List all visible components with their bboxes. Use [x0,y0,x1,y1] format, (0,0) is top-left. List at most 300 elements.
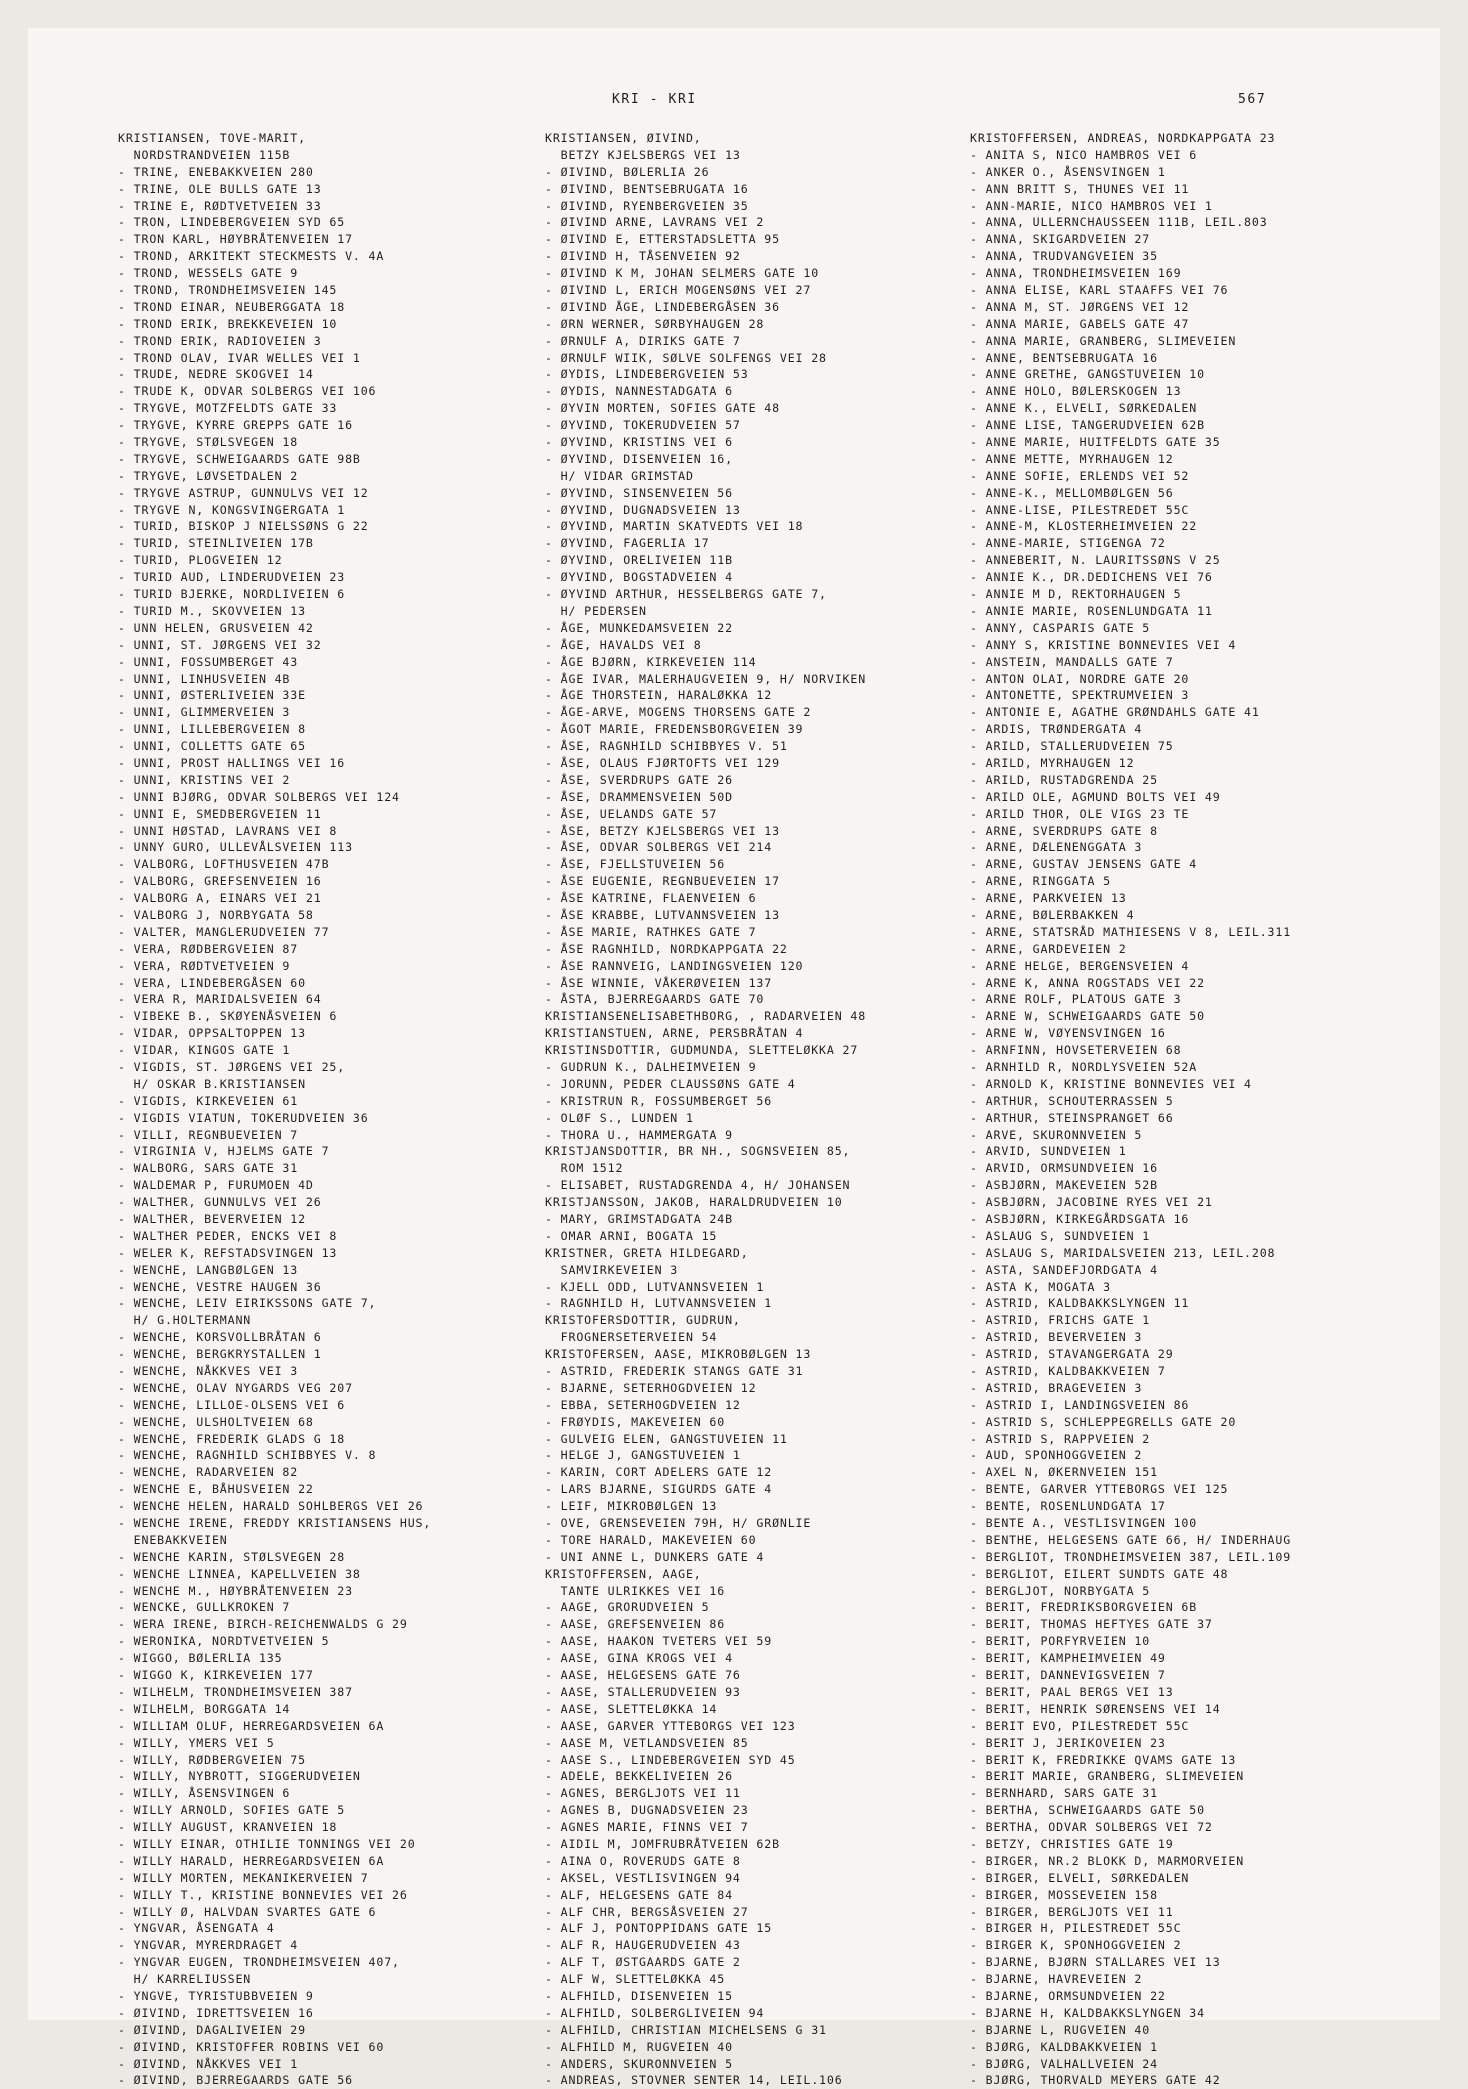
directory-entry: - AGNES, BERGLJOTS VEI 11 [545,1786,741,1801]
directory-entry: - ØRN WERNER, SØRBYHAUGEN 28 [545,316,765,331]
directory-entry: - AASE, GREFSENVEIEN 86 [545,1617,726,1632]
directory-entry: - UNNI, ØSTERLIVEIEN 33E [118,688,306,703]
directory-entry: - TRYGVE N, KONGSVINGERGATA 1 [118,502,346,517]
directory-entry: - GULVEIG ELEN, GANGSTUVEIEN 11 [545,1431,788,1446]
directory-entry: - WENCHE, KORSVOLLBRÅTAN 6 [118,1330,322,1345]
directory-entry: - ARILD, STALLERUDVEIEN 75 [970,739,1174,754]
directory-entry: - VIGDIS, ST. JØRGENS VEI 25, [118,1059,346,1074]
directory-entry: - ANNA, TRONDHEIMSVEIEN 169 [970,266,1182,281]
directory-entry: - AASE, HELGESENS GATE 76 [545,1668,741,1683]
directory-entry: - ÅSE, ODVAR SOLBERGS VEI 214 [545,840,773,855]
directory-entry: - ØRNULF WIIK, SØLVE SOLFENGS VEI 28 [545,350,827,365]
directory-entry: - ARILD THOR, OLE VIGS 23 TE [970,806,1190,821]
directory-entry: - ANNIE K., DR.DEDICHENS VEI 76 [970,570,1213,585]
directory-entry: - ARNE, GARDEVEIEN 2 [970,941,1127,956]
directory-entry: - TRINE, ENEBAKKVEIEN 280 [118,164,314,179]
directory-entry: - TRINE, OLE BULLS GATE 13 [118,181,322,196]
directory-entry: - ANN BRITT S, THUNES VEI 11 [970,181,1190,196]
directory-entry: KRISTNER, GRETA HILDEGARD, [545,1245,749,1260]
directory-entry: - ALF, HELGESENS GATE 84 [545,1887,733,1902]
directory-entry: ENEBAKKVEIEN [118,1532,228,1547]
directory-entry: - ØYVIND, SINSENVEIEN 56 [545,485,733,500]
directory-entry: - ØIVIND, DAGALIVEIEN 29 [118,2022,306,2037]
directory-entry: - ØYVIND, TOKERUDVEIEN 57 [545,418,741,433]
directory-entry: - ANNA M, ST. JØRGENS VEI 12 [970,299,1190,314]
directory-entry: - BJØRG, THORVALD MEYERS GATE 42 [970,2073,1221,2088]
directory-entry: - KARIN, CORT ADELERS GATE 12 [545,1465,773,1480]
directory-entry: - ANNE-M, KLOSTERHEIMVEIEN 22 [970,519,1198,534]
directory-entry: - ARTHUR, SCHOUTERRASSEN 5 [970,1093,1174,1108]
directory-entry: - BENTE, GARVER YTTEBORGS VEI 125 [970,1482,1229,1497]
directory-entry: - VILLI, REGNBUEVEIEN 7 [118,1127,299,1142]
directory-entry: - WILLY ARNOLD, SOFIES GATE 5 [118,1803,346,1818]
directory-entry: - BERIT EVO, PILESTREDET 55C [970,1718,1190,1733]
directory-entry: - TROND, WESSELS GATE 9 [118,266,299,281]
directory-entry: - ANSTEIN, MANDALLS GATE 7 [970,654,1174,669]
directory-entry: - ALFHILD M, RUGVEIEN 40 [545,2039,733,2054]
directory-entry: - WENCHE, VESTRE HAUGEN 36 [118,1279,322,1294]
directory-entry: H/ VIDAR GRIMSTAD [545,468,694,483]
directory-entry: - TRYGVE, LØVSETDALEN 2 [118,468,299,483]
directory-entry: - OVE, GRENSEVEIEN 79H, H/ GRØNLIE [545,1516,812,1531]
directory-entry: - UNNI HØSTAD, LAVRANS VEI 8 [118,823,338,838]
directory-entry: - ØIVIND K M, JOHAN SELMERS GATE 10 [545,266,820,281]
directory-entry: - ÅSE RANNVEIG, LANDINGSVEIEN 120 [545,958,804,973]
directory-entry: - ÅSE, RAGNHILD SCHIBBYES V. 51 [545,739,788,754]
directory-entry: - ARNE, BØLERBAKKEN 4 [970,907,1135,922]
directory-entry: - WENCKE, GULLKROKEN 7 [118,1600,291,1615]
directory-entry: - ASBJØRN, KIRKEGÅRDSGATA 16 [970,1212,1190,1226]
directory-entry: - ØYVIN MORTEN, SOFIES GATE 48 [545,401,780,416]
directory-entry: - ANNE, BENTSEBRUGATA 16 [970,350,1158,365]
directory-entry: - AASE, SLETTELØKKA 14 [545,1701,718,1716]
directory-entry: - BENTHE, HELGESENS GATE 66, H/ INDERHAUG [970,1532,1292,1547]
directory-entry: - WILLY, YMERS VEI 5 [118,1735,275,1750]
directory-entry: - BERGLIOT, TRONDHEIMSVEIEN 387, LEIL.109 [970,1549,1292,1564]
directory-entry: - AIDIL M, JOMFRUBRÅTVEIEN 62B [545,1836,780,1851]
directory-entry: - ASTRID, BEVERVEIEN 3 [970,1330,1143,1345]
directory-entry: - BJARNE, ORMSUNDVEIEN 22 [970,1988,1166,2003]
directory-entry: - TRUDE, NEDRE SKOGVEI 14 [118,367,314,382]
directory-entry: - ØIVIND, NÅKKVES VEI 1 [118,2056,299,2071]
directory-entry: KRISTOFFERSEN, AAGE, [545,1566,702,1581]
directory-entry: - TROND OLAV, IVAR WELLES VEI 1 [118,350,361,365]
directory-entry: - AASE M, VETLANDSVEIEN 85 [545,1735,749,1750]
directory-entry: - VERA, LINDEBERGÅSEN 60 [118,975,306,990]
directory-entry: - VERA, RØDBERGVEIEN 87 [118,941,299,956]
directory-entry: - ANNA, ULLERNCHAUSSEEN 111B, LEIL.803 [970,215,1268,230]
directory-entry: - BERNHARD, SARS GATE 31 [970,1786,1158,1801]
directory-entry: - ANTONETTE, SPEKTRUMVEIEN 3 [970,688,1190,703]
directory-entry: - WERONIKA, NORDTVETVEIEN 5 [118,1634,330,1649]
directory-entry: - ØYVIND, DISENVEIEN 16, [545,451,733,466]
directory-entry: - ARNE ROLF, PLATOUS GATE 3 [970,992,1182,1007]
directory-entry: - ANTONIE E, AGATHE GRØNDAHLS GATE 41 [970,705,1260,720]
directory-entry: - WILLY HARALD, HERREGARDSVEIEN 6A [118,1853,385,1868]
directory-entry: - ØYVIND, KRISTINS VEI 6 [545,435,733,450]
directory-entry: - ANNE-K., MELLOMBØLGEN 56 [970,485,1174,500]
directory-entry: - WENCHE HELEN, HARALD SOHLBERGS VEI 26 [118,1499,424,1514]
directory-entry: - ANNA, TRUDVANGVEIEN 35 [970,249,1158,264]
directory-entry: - FRØYDIS, MAKEVEIEN 60 [545,1414,726,1429]
directory-entry: - ANNEBERIT, N. LAURITSSØNS V 25 [970,553,1221,568]
directory-entry: - ARVE, SKURONNVEIEN 5 [970,1127,1143,1142]
directory-entry: - ANTON OLAI, NORDRE GATE 20 [970,671,1190,686]
directory-entry: - OLØF S., LUNDEN 1 [545,1110,694,1125]
directory-entry: - WILLY Ø, HALVDAN SVARTES GATE 6 [118,1904,377,1919]
directory-entry: - BERIT J, JERIKOVEIEN 23 [970,1735,1166,1750]
directory-entry: - ARNE W, VØYENSVINGEN 16 [970,1026,1166,1041]
directory-entry: - ANNE K., ELVELI, SØRKEDALEN [970,401,1198,416]
directory-entry: - ÅGE BJØRN, KIRKEVEIEN 114 [545,654,757,669]
directory-entry: - ANDREAS, STOVNER SENTER 14, LEIL.106 [545,2073,843,2088]
directory-entry: - AUD, SPONHOGGVEIEN 2 [970,1448,1143,1463]
directory-entry: - ALF T, ØSTGAARDS GATE 2 [545,1955,741,1970]
directory-entry: - ARDIS, TRØNDERGATA 4 [970,722,1143,737]
directory-entry: - ARNE HELGE, BERGENSVEIEN 4 [970,958,1190,973]
directory-entry: - ASTA, SANDEFJORDGATA 4 [970,1262,1158,1277]
directory-entry: - ALFHILD, DISENVEIEN 15 [545,1988,733,2003]
directory-entry: - WENCHE, LILLOE-OLSENS VEI 6 [118,1397,346,1412]
directory-entry: KRISTIANSENELISABETHBORG, , RADARVEIEN 48 [545,1009,867,1024]
directory-entry: - BIRGER, NR.2 BLOKK D, MARMORVEIEN [970,1853,1245,1868]
directory-entry: - ÅSE KATRINE, FLAENVEIEN 6 [545,891,757,906]
directory-entry: - ANNY S, KRISTINE BONNEVIES VEI 4 [970,637,1237,652]
directory-entry: - ØIVIND, RYENBERGVEIEN 35 [545,198,749,213]
directory-entry: - ARILD OLE, AGMUND BOLTS VEI 49 [970,789,1221,804]
directory-entry: - TRYGVE, STØLSVEGEN 18 [118,435,299,450]
directory-entry: - AASE, STALLERUDVEIEN 93 [545,1684,741,1699]
directory-column-3 [970,130,1291,2089]
directory-entry: - MARY, GRIMSTADGATA 24B [545,1212,733,1226]
directory-entry: - TRYGVE, MOTZFELDTS GATE 33 [118,401,338,416]
directory-entry: H/ OSKAR B.KRISTIANSEN [118,1076,306,1091]
directory-entry: - WENCHE, LANGBØLGEN 13 [118,1262,299,1277]
directory-entry: - ÅGOT MARIE, FREDENSBORGVEIEN 39 [545,722,804,737]
directory-entry: - ASBJØRN, JACOBINE RYES VEI 21 [970,1195,1213,1210]
directory-entry: - TURID BJERKE, NORDLIVEIEN 6 [118,587,346,602]
directory-entry: - WILHELM, BORGGATA 14 [118,1701,291,1716]
directory-entry: - ÅSE RAGNHILD, NORDKAPPGATA 22 [545,941,788,956]
directory-entry: - TURID, BISKOP J NIELSSØNS G 22 [118,519,369,534]
directory-entry: - ALF R, HAUGERUDVEIEN 43 [545,1938,741,1953]
directory-entry: H/ KARRELIUSSEN [118,1972,252,1987]
directory-entry: - ARVID, ORMSUNDVEIEN 16 [970,1161,1158,1176]
directory-entry: KRISTJANSDOTTIR, BR NH., SOGNSVEIEN 85, [545,1144,851,1159]
directory-entry: - BIRGER, ELVELI, SØRKEDALEN [970,1870,1190,1885]
directory-entry: - BJØRG, VALHALLVEIEN 24 [970,2056,1158,2071]
directory-entry: - ØIVIND ÅGE, LINDEBERGÅSEN 36 [545,299,780,314]
directory-entry: - TROND, TRONDHEIMSVEIEN 145 [118,283,338,298]
directory-entry: - ANNE METTE, MYRHAUGEN 12 [970,451,1174,466]
directory-entry: - TORE HARALD, MAKEVEIEN 60 [545,1532,757,1547]
directory-entry: - ARNE, GUSTAV JENSENS GATE 4 [970,857,1198,872]
directory-entry: - BERIT, KAMPHEIMVEIEN 49 [970,1651,1166,1666]
directory-entry: - ASLAUG S, SUNDVEIEN 1 [970,1228,1151,1243]
directory-entry: - ØYVIND, FAGERLIA 17 [545,536,710,551]
directory-entry: - AXEL N, ØKERNVEIEN 151 [970,1465,1158,1480]
directory-entry: BETZY KJELSBERGS VEI 13 [545,147,741,162]
directory-entry: - ALFHILD, CHRISTIAN MICHELSENS G 31 [545,2022,827,2037]
directory-entry: - WENCHE, NÅKKVES VEI 3 [118,1364,299,1379]
directory-entry: - WILLY MORTEN, MEKANIKERVEIEN 7 [118,1870,369,1885]
running-header: KRI - KRI [612,92,697,107]
directory-entry: - UNNI, COLLETTS GATE 65 [118,739,306,754]
directory-entry: - TROND EINAR, NEUBERGGATA 18 [118,299,346,314]
directory-entry: - BERIT, FREDRIKSBORGVEIEN 6B [970,1600,1198,1615]
directory-entry: - BJØRG, KALDBAKKVEIEN 1 [970,2039,1158,2054]
directory-entry: - BERIT, HENRIK SØRENSENS VEI 14 [970,1701,1221,1716]
directory-entry: - WILLY AUGUST, KRANVEIEN 18 [118,1820,338,1835]
directory-entry: - VIGDIS, KIRKEVEIEN 61 [118,1093,299,1108]
directory-entry: - ÅGE IVAR, MALERHAUGVEIEN 9, H/ NORVIKEN [545,671,867,686]
directory-entry: KRISTOFERSDOTTIR, GUDRUN, [545,1313,741,1328]
directory-entry: - AASE, HAAKON TVETERS VEI 59 [545,1634,773,1649]
directory-column-2 [545,130,866,2089]
directory-entry: - ØIVIND, BENTSEBRUGATA 16 [545,181,749,196]
directory-entry: - ANNA MARIE, GABELS GATE 47 [970,316,1190,331]
directory-entry: - ÅSE WINNIE, VÅKERØVEIEN 137 [545,975,773,990]
directory-entry: - WENCHE LINNEA, KAPELLVEIEN 38 [118,1566,361,1581]
directory-entry: H/ G.HOLTERMANN [118,1313,252,1328]
directory-entry: - ARNE K, ANNA ROGSTADS VEI 22 [970,975,1205,990]
directory-entry: - ASTRID, STAVANGERGATA 29 [970,1347,1174,1362]
directory-entry: - ANN-MARIE, NICO HAMBROS VEI 1 [970,198,1213,213]
directory-entry: - BIRGER, BERGLJOTS VEI 11 [970,1904,1174,1919]
directory-entry: - ARNHILD R, NORDLYSVEIEN 52A [970,1059,1198,1074]
directory-entry: - LEIF, MIKROBØLGEN 13 [545,1499,718,1514]
directory-entry: - ÅSE, SVERDRUPS GATE 26 [545,772,733,787]
directory-entry: - VALBORG J, NORBYGATA 58 [118,907,314,922]
directory-entry: - TRYGVE ASTRUP, GUNNULVS VEI 12 [118,485,369,500]
directory-entry: - AASE, GARVER YTTEBORGS VEI 123 [545,1718,796,1733]
directory-entry: - BJARNE H, KALDBAKKSLYNGEN 34 [970,2005,1205,2020]
directory-entry: - WALDEMAR P, FURUMOEN 4D [118,1178,314,1193]
directory-entry: - ØIVIND H, TÅSENVEIEN 92 [545,249,741,264]
directory-entry: - BERIT, THOMAS HEFTYES GATE 37 [970,1617,1213,1632]
directory-entry: KRISTINSDOTTIR, GUDMUNDA, SLETTELØKKA 27 [545,1043,859,1058]
directory-entry: - VALBORG, GREFSENVEIEN 16 [118,874,322,889]
directory-entry: - WELER K, REFSTADSVINGEN 13 [118,1245,338,1260]
directory-entry: - YNGVAR, ÅSENGATA 4 [118,1921,275,1936]
directory-entry: - ARVID, SUNDVEIEN 1 [970,1144,1127,1159]
directory-entry: - ANNIE M D, REKTORHAUGEN 5 [970,587,1182,602]
directory-entry: - TROND ERIK, RADIOVEIEN 3 [118,333,322,348]
directory-entry: - VALBORG, LOFTHUSVEIEN 47B [118,857,330,872]
directory-entry: - KJELL ODD, LUTVANNSVEIEN 1 [545,1279,765,1294]
directory-entry: - UNNI E, SMEDBERGVEIEN 11 [118,806,322,821]
directory-column-1 [118,130,431,2089]
directory-entry: - UNNI, GLIMMERVEIEN 3 [118,705,291,720]
directory-entry: H/ PEDERSEN [545,603,647,618]
directory-entry: - ASTRID S, SCHLEPPEGRELLS GATE 20 [970,1414,1237,1429]
page-number: 567 [1238,92,1267,107]
directory-entry: - UNNI BJØRG, ODVAR SOLBERGS VEI 124 [118,789,400,804]
directory-entry: - BJARNE, SETERHOGDVEIEN 12 [545,1380,757,1395]
directory-entry: - ØYVIND, ORELIVEIEN 11B [545,553,733,568]
directory-entry: - ARNE W, SCHWEIGAARDS GATE 50 [970,1009,1205,1024]
directory-entry: - ARNE, DÆLENENGGATA 3 [970,840,1143,855]
directory-entry: - ARILD, MYRHAUGEN 12 [970,755,1135,770]
directory-entry: - WALBORG, SARS GATE 31 [118,1161,299,1176]
directory-entry: - BENTE A., VESTLISVINGEN 100 [970,1516,1198,1531]
directory-entry: - ALFHILD, SOLBERGLIVEIEN 94 [545,2005,765,2020]
directory-entry: - WENCHE, BERGKRYSTALLEN 1 [118,1347,322,1362]
directory-entry: - ØYVIND, MARTIN SKATVEDTS VEI 18 [545,519,804,534]
directory-entry: - WENCHE M., HØYBRÅTENVEIEN 23 [118,1583,353,1598]
directory-entry: - ØIVIND, BJERREGAARDS GATE 56 [118,2073,353,2088]
directory-entry: - WILLIAM OLUF, HERREGARDSVEIEN 6A [118,1718,385,1733]
directory-entry: - ÅSTA, BJERREGAARDS GATE 70 [545,992,765,1007]
directory-entry: - WENCHE, FREDERIK GLADS G 18 [118,1431,346,1446]
directory-entry: KRISTIANSTUEN, ARNE, PERSBRÅTAN 4 [545,1026,804,1041]
directory-entry: - ØIVIND, BØLERLIA 26 [545,164,710,179]
directory-entry: - UNNI, KRISTINS VEI 2 [118,772,291,787]
directory-entry: - TURID, PLOGVEIEN 12 [118,553,283,568]
directory-entry: - ALF CHR, BERGSÅSVEIEN 27 [545,1904,749,1919]
directory-entry: - VIDAR, OPPSALTOPPEN 13 [118,1026,306,1041]
directory-entry: - AAGE, GRORUDVEIEN 5 [545,1600,710,1615]
directory-entry: NORDSTRANDVEIEN 115B [118,147,291,162]
directory-entry: - WALTHER, GUNNULVS VEI 26 [118,1195,322,1210]
directory-entry: - AGNES B, DUGNADSVEIEN 23 [545,1803,749,1818]
directory-entry: - BETZY, CHRISTIES GATE 19 [970,1836,1174,1851]
directory-entry: - BERIT K, FREDRIKKE QVAMS GATE 13 [970,1752,1237,1767]
directory-entry: - ADELE, BEKKELIVEIEN 26 [545,1769,733,1784]
directory-entry: - ANNE MARIE, HUITFELDTS GATE 35 [970,435,1221,450]
directory-entry: - WENCHE, LEIV EIRIKSSONS GATE 7, [118,1296,377,1311]
directory-entry: - TURID, STEINLIVEIEN 17B [118,536,314,551]
directory-entry: - ÅSE EUGENIE, REGNBUEVEIEN 17 [545,874,780,889]
directory-entry: - WENCHE IRENE, FREDDY KRISTIANSENS HUS, [118,1516,432,1531]
directory-entry: - TURID M., SKOVVEIEN 13 [118,603,306,618]
directory-entry: - VIRGINIA V, HJELMS GATE 7 [118,1144,330,1159]
directory-entry: - ØIVIND E, ETTERSTADSLETTA 95 [545,232,780,247]
directory-entry: - BIRGER H, PILESTREDET 55C [970,1921,1182,1936]
directory-entry: - ARNE, SVERDRUPS GATE 8 [970,823,1158,838]
directory-entry: - ØYVIND, DUGNADSVEIEN 13 [545,502,741,517]
directory-entry: - BJARNE, HAVREVEIEN 2 [970,1972,1143,1987]
directory-entry: - WIGGO, BØLERLIA 135 [118,1651,283,1666]
directory-entry: - ASTRID, KALDBAKKSLYNGEN 11 [970,1296,1190,1311]
directory-entry: - TRINE E, RØDTVETVEIEN 33 [118,198,322,213]
directory-entry: - ARNE, STATSRÅD MATHIESENS V 8, LEIL.311 [970,924,1292,939]
directory-entry: - THORA U., HAMMERGATA 9 [545,1127,733,1142]
directory-entry: - TRYGVE, KYRRE GREPPS GATE 16 [118,418,353,433]
directory-entry: - TRUDE K, ODVAR SOLBERGS VEI 106 [118,384,377,399]
directory-entry: - ANNE-MARIE, STIGENGA 72 [970,536,1166,551]
directory-entry: - WENCHE, RAGNHILD SCHIBBYES V. 8 [118,1448,377,1463]
directory-entry: - ÅSE MARIE, RATHKES GATE 7 [545,924,757,939]
directory-entry: - BERGLIOT, EILERT SUNDTS GATE 48 [970,1566,1229,1581]
directory-entry: - ÅSE, FJELLSTUVEIEN 56 [545,857,726,872]
directory-entry: - TROND ERIK, BREKKEVEIEN 10 [118,316,338,331]
directory-entry: - ØIVIND L, ERICH MOGENSØNS VEI 27 [545,283,812,298]
directory-entry: SAMVIRKEVEIEN 3 [545,1262,679,1277]
directory-entry: - ANNE-LISE, PILESTREDET 55C [970,502,1190,517]
directory-entry: - VIGDIS VIATUN, TOKERUDVEIEN 36 [118,1110,369,1125]
directory-entry: FROGNERSETERVEIEN 54 [545,1330,718,1345]
directory-entry: - BERGLJOT, NORBYGATA 5 [970,1583,1151,1598]
directory-entry: - YNGVAR EUGEN, TRONDHEIMSVEIEN 407, [118,1955,400,1970]
directory-entry: - VIBEKE B., SKØYENÅSVEIEN 6 [118,1009,338,1024]
directory-entry: - ÅSE, BETZY KJELSBERGS VEI 13 [545,823,780,838]
directory-entry: - ANNY, CASPARIS GATE 5 [970,620,1151,635]
directory-entry: - WILLY EINAR, OTHILIE TONNINGS VEI 20 [118,1836,416,1851]
directory-entry: - ALF W, SLETTELØKKA 45 [545,1972,726,1987]
directory-entry: - VERA, RØDTVETVEIEN 9 [118,958,291,973]
directory-entry: - WALTHER, BEVERVEIEN 12 [118,1212,306,1226]
directory-entry: - ØIVIND, KRISTOFFER ROBINS VEI 60 [118,2039,385,2054]
directory-entry: - WILHELM, TRONDHEIMSVEIEN 387 [118,1684,353,1699]
directory-entry: - ANNA ELISE, KARL STAAFFS VEI 76 [970,283,1229,298]
directory-entry: - ASTRID, KALDBAKKVEIEN 7 [970,1364,1166,1379]
directory-entry: - ARTHUR, STEINSPRANGET 66 [970,1110,1174,1125]
directory-entry: - ARNFINN, HOVSETERVEIEN 68 [970,1043,1182,1058]
directory-entry: - ANNE SOFIE, ERLENDS VEI 52 [970,468,1190,483]
directory-entry: - ANNE HOLO, BØLERSKOGEN 13 [970,384,1182,399]
directory-entry: - ASLAUG S, MARIDALSVEIEN 213, LEIL.208 [970,1245,1276,1260]
directory-entry: - ANNA MARIE, GRANBERG, SLIMEVEIEN [970,333,1237,348]
directory-entry: - BJARNE L, RUGVEIEN 40 [970,2022,1151,2037]
directory-entry: - UNN HELEN, GRUSVEIEN 42 [118,620,314,635]
directory-entry: - WILLY, RØDBERGVEIEN 75 [118,1752,306,1767]
directory-entry: - WENCHE, ULSHOLTVEIEN 68 [118,1414,314,1429]
directory-entry: - WILLY, NYBROTT, SIGGERUDVEIEN [118,1769,361,1784]
directory-entry: - ALF J, PONTOPPIDANS GATE 15 [545,1921,773,1936]
directory-entry: - WILLY T., KRISTINE BONNEVIES VEI 26 [118,1887,408,1902]
directory-entry: - WIGGO K, KIRKEVEIEN 177 [118,1668,314,1683]
directory-entry: - YNGVE, TYRISTUBBVEIEN 9 [118,1988,314,2003]
directory-entry: - BERIT MARIE, GRANBERG, SLIMEVEIEN [970,1769,1245,1784]
directory-entry: - VALTER, MANGLERUDVEIEN 77 [118,924,330,939]
directory-entry: - TRON KARL, HØYBRÅTENVEIEN 17 [118,232,353,247]
directory-entry: - ANKER O., ÅSENSVINGEN 1 [970,164,1166,179]
directory-entry: - AKSEL, VESTLISVINGEN 94 [545,1870,741,1885]
directory-entry: - UNNI, LILLEBERGVEIEN 8 [118,722,306,737]
directory-entry: - AINA O, ROVERUDS GATE 8 [545,1853,741,1868]
directory-entry: - ÅGE THORSTEIN, HARALØKKA 12 [545,688,773,703]
directory-entry: - WENCHE, RADARVEIEN 82 [118,1465,299,1480]
directory-entry: - ASTA K, MOGATA 3 [970,1279,1111,1294]
directory-entry: - UNNI, ST. JØRGENS VEI 32 [118,637,322,652]
directory-entry: - ARNE, PARKVEIEN 13 [970,891,1127,906]
directory-entry: - ØIVIND ARNE, LAVRANS VEI 2 [545,215,765,230]
directory-entry: - ASTRID S, RAPPVEIEN 2 [970,1431,1151,1446]
directory-entry: - BERTHA, ODVAR SOLBERGS VEI 72 [970,1820,1213,1835]
directory-entry: - ASTRID, BRAGEVEIEN 3 [970,1380,1143,1395]
directory-entry: KRISTJANSSON, JAKOB, HARALDRUDVEIEN 10 [545,1195,843,1210]
directory-entry: - TROND, ARKITEKT STECKMESTS V. 4A [118,249,385,264]
directory-entry: - WENCHE KARIN, STØLSVEGEN 28 [118,1549,346,1564]
directory-entry: - VIDAR, KINGOS GATE 1 [118,1043,291,1058]
directory-entry: - ASBJØRN, MAKEVEIEN 52B [970,1178,1158,1193]
directory-entry: - WILLY, ÅSENSVINGEN 6 [118,1786,291,1801]
directory-entry: - HELGE J, GANGSTUVEIEN 1 [545,1448,741,1463]
directory-entry: - ÅSE, UELANDS GATE 57 [545,806,718,821]
directory-entry: - GUDRUN K., DALHEIMVEIEN 9 [545,1059,757,1074]
directory-entry: KRISTOFERSEN, AASE, MIKROBØLGEN 13 [545,1347,812,1362]
directory-entry: KRISTOFFERSEN, ANDREAS, NORDKAPPGATA 23 [970,131,1276,145]
directory-entry: - BERIT, PAAL BERGS VEI 13 [970,1684,1174,1699]
directory-entry: - ØYVIND ARTHUR, HESSELBERGS GATE 7, [545,587,827,602]
directory-entry: - ELISABET, RUSTADGRENDA 4, H/ JOHANSEN [545,1178,851,1193]
directory-entry: - ASTRID I, LANDINGSVEIEN 86 [970,1397,1190,1412]
directory-entry: - TRYGVE, SCHWEIGAARDS GATE 98B [118,451,361,466]
directory-entry: - UNNY GURO, ULLEVÅLSVEIEN 113 [118,840,353,855]
directory-entry: - ANITA S, NICO HAMBROS VEI 6 [970,147,1198,162]
directory-entry: - YNGVAR, MYRERDRAGET 4 [118,1938,299,1953]
